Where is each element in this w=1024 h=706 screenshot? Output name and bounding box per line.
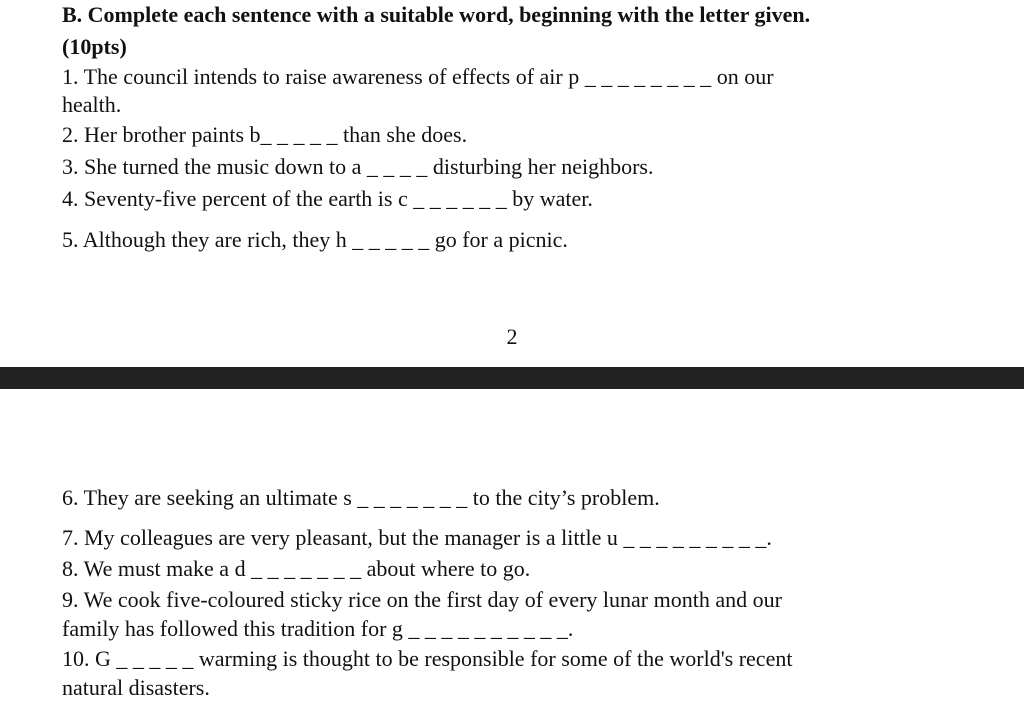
question-6: 6. They are seeking an ultimate s _ _ _ _ _ _ _ to the city’s problem.: [62, 485, 660, 510]
question-2: 2. Her brother paints b_ _ _ _ _ than she does.: [62, 122, 468, 147]
question-9-line-2: family has followed this tradition for g _ _ _ _ _ _ _ _ _ _.: [62, 616, 574, 641]
question-1-line-2: health.: [62, 92, 122, 117]
question-3: 3. She turned the music down to a _ _ _ _ disturbing her neighbors.: [62, 154, 654, 179]
question-1-line-1: 1. The council intends to raise awareness of effects of air p _ _ _ _ _ _ _ _ on our: [62, 64, 774, 89]
question-7: 7. My colleagues are very pleasant, but the manager is a little u _ _ _ _ _ _ _ _ _.: [62, 525, 772, 550]
question-8: 8. We must make a d _ _ _ _ _ _ _ about where to go.: [62, 556, 531, 581]
page-divider: [0, 367, 1024, 389]
question-10-line-2: natural disasters.: [62, 675, 210, 700]
section-points: (10pts): [62, 34, 127, 59]
page-number: 2: [506, 324, 518, 349]
question-10-line-1: 10. G _ _ _ _ _ warming is thought to be responsible for some of the world's recent: [62, 646, 793, 671]
question-4: 4. Seventy-five percent of the earth is c _ _ _ _ _ _ by water.: [62, 186, 593, 211]
section-title: B. Complete each sentence with a suitable word, beginning with the letter given.: [62, 2, 811, 27]
question-9-line-1: 9. We cook five-coloured sticky rice on the first day of every lunar month and our: [62, 587, 782, 612]
question-5: 5. Although they are rich, they h _ _ _ _ _ go for a picnic.: [62, 227, 568, 252]
